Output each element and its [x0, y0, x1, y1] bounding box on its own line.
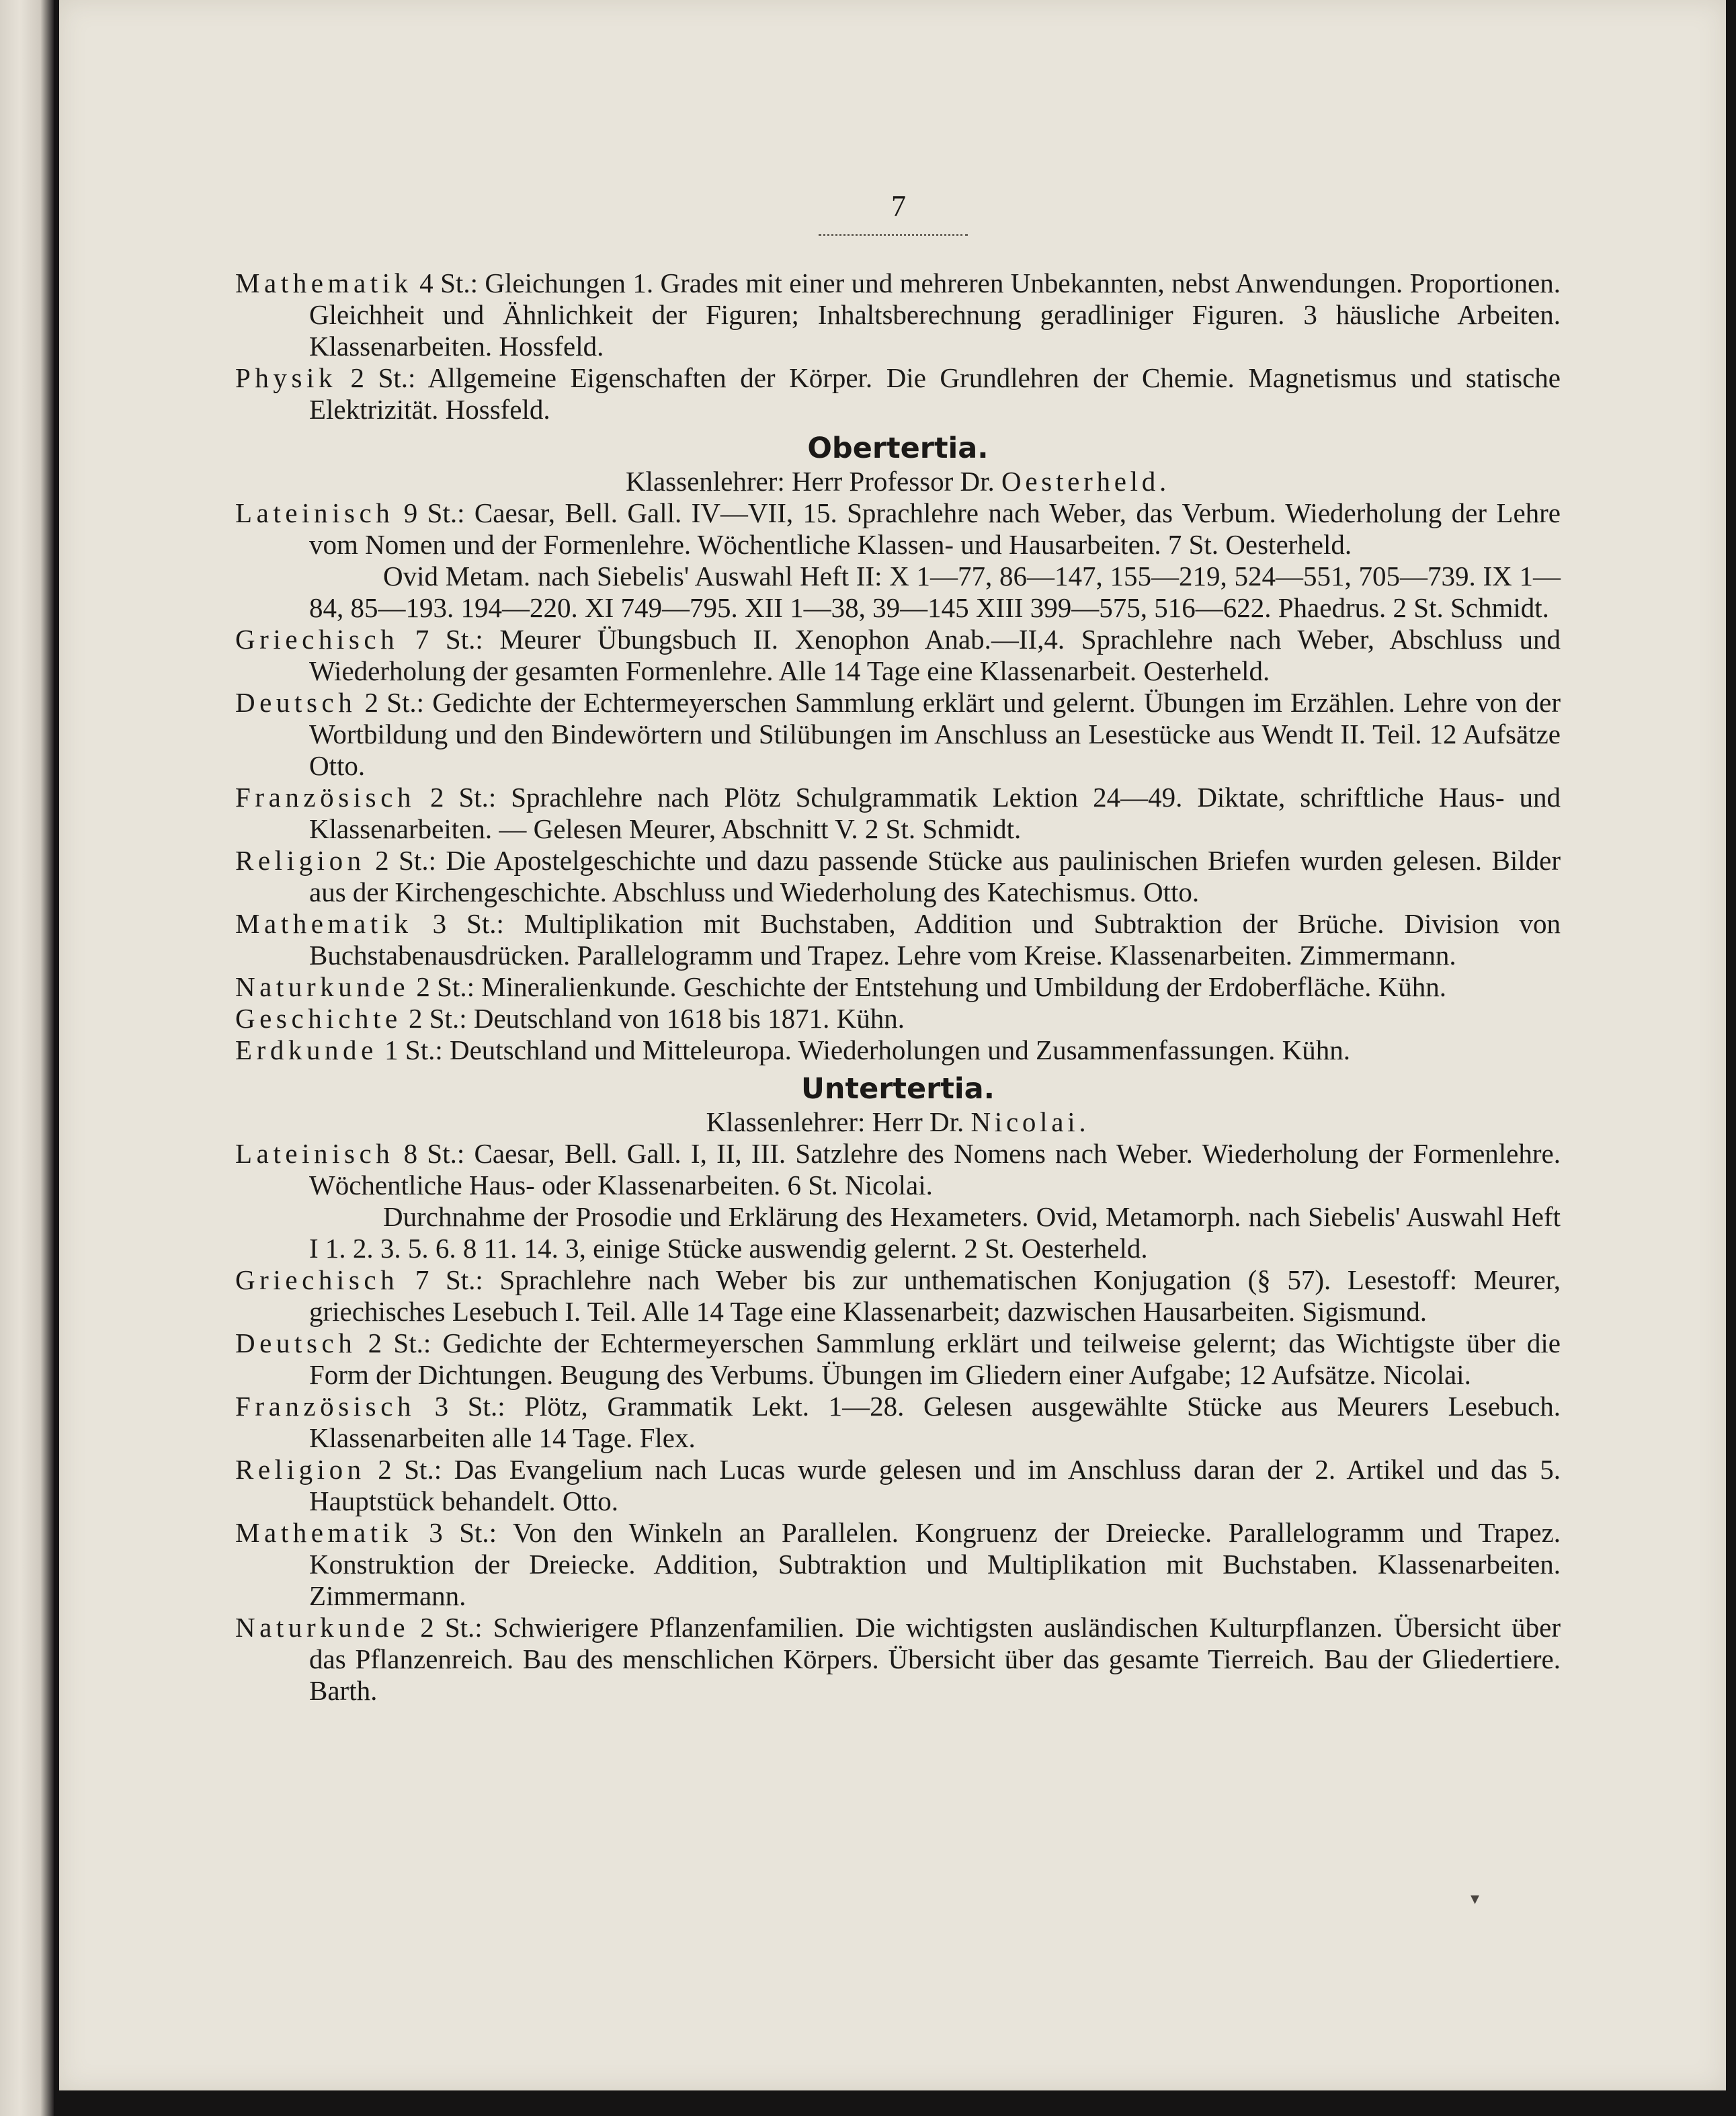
subject-label: Mathematik [235, 1517, 413, 1548]
subject-label: Erdkunde [235, 1034, 378, 1065]
entry-mathematik-untersekunda [235, 268, 1561, 362]
section-title-obertertia: Obertertia. [807, 432, 989, 465]
teacher-label: Klassenlehrer: Herr Professor Dr. [625, 466, 995, 497]
entry-text: 3 St.: Von den Winkeln an Parallelen. Kongruenz der Dreiecke. Parallelogramm und Trapez. Konstruktion der Dreiecke. Addition, Subtraktion und Multiplikation mit Buchstaben. Klassenarbeiten. Zimmermann. [309, 1517, 1561, 1611]
class-teacher-obertertia [235, 466, 1561, 497]
entry-text: 2 St.: Gedichte der Echtermeyerschen Sammlung erklärt und gelernt. Übungen im Erzählen. Lehre von der Wortbildung und den Bindewörtern und Stilübungen im Anschluss an Lesestücke aus Wendt II. Teil. 12 Aufsätze Otto. [309, 687, 1561, 781]
entry-text: 9 St.: Caesar, Bell. Gall. IV—VII, 15. Sprachlehre nach Weber, das Verbum. Wiederholung der Lehre vom Nomen und der Formenlehre. Wöchentliche Klassen- und Hausarbeiten. 7 St. Oesterheld. [309, 497, 1561, 560]
entry-text: 8 St.: Caesar, Bell. Gall. I, II, III. Satzlehre des Nomens nach Weber. Wiederholung der Formenlehre. Wöchentliche Haus- oder Klassenarbeiten. 6 St. Nicolai. [309, 1138, 1561, 1201]
subject-label: Französisch [235, 1391, 416, 1422]
subject-label: Mathematik [235, 908, 413, 939]
entry-mathematik-untertertia [235, 1517, 1561, 1612]
entry-geschichte-obertertia [235, 1003, 1561, 1034]
section-title-untertertia: Untertertia. [800, 1072, 995, 1106]
entry-griechisch-obertertia [235, 624, 1561, 687]
entry-naturkunde-untertertia [235, 1612, 1561, 1707]
subject-label: Mathematik [235, 268, 413, 298]
class-teacher-untertertia [235, 1106, 1561, 1138]
entry-naturkunde-obertertia [235, 971, 1561, 1003]
entry-lateinisch-untertertia [235, 1138, 1561, 1201]
entry-physik [235, 362, 1561, 425]
entry-text: 4 St.: Gleichungen 1. Grades mit einer und mehreren Unbekannten, nebst Anwendungen. Proportionen. Gleichheit und Ähnlichkeit der Figuren; Inhaltsberechnung geradliniger Figuren. 3 häusliche Arbeiten. Klassenarbeiten. Hossfeld. [309, 268, 1561, 362]
teacher-name: Nicolai. [970, 1106, 1090, 1137]
entry-deutsch-untertertia [235, 1328, 1561, 1391]
subject-label: Religion [235, 845, 366, 876]
entry-text: 2 St.: Das Evangelium nach Lucas wurde gelesen und im Anschluss daran der 2. Artikel und das 5. Hauptstück behandelt. Otto. [309, 1454, 1561, 1516]
subject-label: Deutsch [235, 687, 357, 718]
page-number-ornament [819, 229, 968, 236]
teacher-label: Klassenlehrer: Herr Dr. [706, 1106, 964, 1137]
subject-label: Französisch [235, 782, 416, 813]
entry-griechisch-untertertia [235, 1264, 1561, 1328]
entry-deutsch-obertertia [235, 687, 1561, 782]
entry-text: 1 St.: Deutschland und Mitteleuropa. Wiederholungen und Zusammenfassungen. Kühn. [377, 1034, 1351, 1065]
entry-lateinisch-obertertia [235, 497, 1561, 561]
entry-text: 2 St.: Deutschland von 1618 bis 1871. Kühn. [401, 1003, 905, 1034]
subject-label: Geschichte [235, 1003, 402, 1034]
subject-label: Physik [235, 362, 337, 393]
entry-franzoesisch-untertertia [235, 1391, 1561, 1454]
entry-franzoesisch-obertertia [235, 782, 1561, 845]
subject-label: Lateinisch [235, 1138, 395, 1169]
entry-erdkunde-obertertia [235, 1034, 1561, 1066]
book-binding-edge [0, 0, 54, 2116]
entry-text: 2 St.: Allgemeine Eigenschaften der Körper. Die Grundlehren der Chemie. Magnetismus und statische Elektrizität. Hossfeld. [309, 362, 1561, 425]
document-page [59, 0, 1726, 2090]
entry-text: 7 St.: Meurer Übungsbuch II. Xenophon Anab.—II,4. Sprachlehre nach Weber, Abschluss und Wiederholung der gesamten Formenlehre. Alle 14 Tage eine Klassenarbeit. Oesterheld. [309, 624, 1561, 686]
entry-text: 7 St.: Sprachlehre nach Weber bis zur unthematischen Konjugation (§ 57). Lesestoff: Meurer, griechisches Lesebuch I. Teil. Alle 14 Tage eine Klassenarbeit; dazwischen Hausarbeiten. Sigismund. [309, 1264, 1561, 1327]
entry-text: 2 St.: Mineralienkunde. Geschichte der Entstehung und Umbildung der Erdoberfläche. Kühn. [409, 971, 1446, 1002]
subject-label: Lateinisch [235, 497, 395, 528]
page-number: 7 [891, 190, 906, 222]
entry-continuation: Durchnahme der Prosodie und Erklärung des Hexameters. Ovid, Metamorph. nach Siebelis' Auswahl Heft I 1. 2. 3. 5. 6. 8 11. 14. 3, einige Stücke auswendig gelernt. 2 St. Oesterheld. [309, 1201, 1561, 1264]
subject-label: Griechisch [235, 624, 399, 655]
entry-text: 2 St.: Gedichte der Echtermeyerschen Sammlung erklärt und teilweise gelernt; das Wichtigste über die Form der Dichtungen. Beugung des Verbums. Übungen im Gliedern einer Aufgabe; 12 Aufsätze. Nicolai. [309, 1328, 1561, 1390]
entry-text: 2 St.: Schwierigere Pflanzenfamilien. Die wichtigsten ausländischen Kulturpflanzen. Übersicht über das Pflanzenreich. Bau des menschlichen Körpers. Übersicht über das gesamte Tierreich. Bau der Gliedertiere. Barth. [309, 1612, 1561, 1706]
entry-continuation: Ovid Metam. nach Siebelis' Auswahl Heft II: X 1—77, 86—147, 155—219, 524—551, 705—739. IX 1—84, 85—193. 194—220. XI 749—795. XII 1—38, 39—145 XIII 399—575, 516—622. Phaedrus. 2 St. Schmidt. [309, 561, 1561, 623]
entry-text: 2 St.: Die Apostelgeschichte und dazu passende Stücke aus paulinischen Briefen wurden gelesen. Bilder aus der Kirchengeschichte. Abschluss und Wiederholung des Katechismus. Otto. [309, 845, 1561, 907]
subject-label: Deutsch [235, 1328, 357, 1358]
document-body [235, 268, 1561, 1707]
ink-speck: ▾ [1471, 1889, 1480, 1908]
subject-label: Naturkunde [235, 1612, 410, 1643]
entry-text: 2 St.: Sprachlehre nach Plötz Schulgrammatik Lektion 24—49. Diktate, schriftliche Haus- und Klassenarbeiten. — Gelesen Meurer, Abschnitt V. 2 St. Schmidt. [309, 782, 1561, 844]
entry-religion-untertertia [235, 1454, 1561, 1517]
subject-label: Naturkunde [235, 971, 410, 1002]
entry-text: 3 St.: Plötz, Grammatik Lekt. 1—28. Gelesen ausgewählte Stücke aus Meurers Lesebuch. Klassenarbeiten alle 14 Tage. Flex. [309, 1391, 1561, 1453]
subject-label: Religion [235, 1454, 366, 1485]
entry-text: 3 St.: Multiplikation mit Buchstaben, Addition und Subtraktion der Brüche. Division von Buchstabenausdrücken. Parallelogramm und Trapez. Lehre vom Kreise. Klassenarbeiten. Zimmermann. [309, 908, 1561, 971]
entry-religion-obertertia [235, 845, 1561, 908]
subject-label: Griechisch [235, 1264, 399, 1295]
entry-mathematik-obertertia [235, 908, 1561, 971]
teacher-name: Oesterheld. [1001, 466, 1170, 497]
